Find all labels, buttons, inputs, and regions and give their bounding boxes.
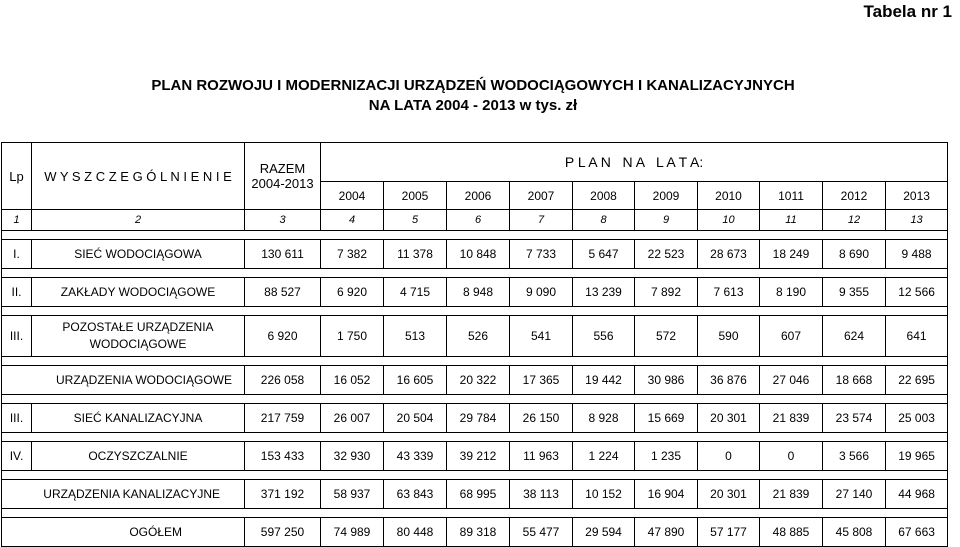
subtotal-row-sewage (2, 480, 948, 509)
column-index: 4 (321, 210, 384, 231)
row-total: 217 759 (245, 404, 321, 433)
title-line-2: NA LATA 2004 - 2013 w tys. zł (368, 97, 578, 114)
cell-value: 556 (573, 316, 635, 357)
column-index: 5 (384, 210, 447, 231)
cell-value: 7 382 (321, 240, 384, 269)
col-header-total (245, 143, 321, 210)
cell-value: 513 (384, 316, 447, 357)
col-header-lp: Lp (2, 143, 32, 210)
row-total: 6 920 (245, 316, 321, 357)
table-row (2, 240, 948, 269)
column-index: 7 (510, 210, 573, 231)
cell-value: 18 668 (823, 366, 886, 395)
cell-value: 5 647 (573, 240, 635, 269)
cell-value: 89 318 (447, 518, 510, 547)
cell-value: 572 (635, 316, 698, 357)
year-header: 2007 (510, 182, 573, 210)
column-index: 13 (886, 210, 948, 231)
cell-value: 30 986 (635, 366, 698, 395)
row-name: OGÓŁEM (2, 518, 245, 547)
cell-value: 20 301 (698, 404, 760, 433)
cell-value: 541 (510, 316, 573, 357)
cell-value: 22 695 (886, 366, 948, 395)
cell-value: 74 989 (321, 518, 384, 547)
year-header: 2013 (886, 182, 948, 210)
table-row (2, 442, 948, 471)
col-header-description: W Y S Z C Z E G Ó L N I E N I E (32, 143, 245, 210)
cell-value: 47 890 (635, 518, 698, 547)
year-header: 1011 (760, 182, 823, 210)
row-name: ZAKŁADY WODOCIĄGOWE (32, 278, 245, 307)
cell-value: 1 235 (635, 442, 698, 471)
cell-value: 36 876 (698, 366, 760, 395)
cell-value: 20 301 (698, 480, 760, 509)
cell-value: 29 784 (447, 404, 510, 433)
column-index: 11 (760, 210, 823, 231)
header-row (2, 143, 948, 182)
cell-value: 23 574 (823, 404, 886, 433)
cell-value: 590 (698, 316, 760, 357)
cell-value: 526 (447, 316, 510, 357)
row-name-line-2: WODOCIĄGOWE (89, 337, 187, 351)
column-index: 12 (823, 210, 886, 231)
table-row (2, 278, 948, 307)
row-total: 153 433 (245, 442, 321, 471)
row-number: II. (2, 278, 32, 307)
grand-total-row (2, 518, 948, 547)
year-header: 2012 (823, 182, 886, 210)
cell-value: 38 113 (510, 480, 573, 509)
cell-value: 26 150 (510, 404, 573, 433)
year-header: 2004 (321, 182, 384, 210)
cell-value: 8 690 (823, 240, 886, 269)
col-header-plan: P L A N N A L A T A: (321, 143, 948, 182)
year-header: 2008 (573, 182, 635, 210)
cell-value: 29 594 (573, 518, 635, 547)
cell-value: 32 930 (321, 442, 384, 471)
cell-value: 58 937 (321, 480, 384, 509)
row-name-line-1: POZOSTAŁE URZĄDZENIA (62, 320, 214, 334)
cell-value: 1 750 (321, 316, 384, 357)
cell-value: 1 224 (573, 442, 635, 471)
row-name: SIEĆ WODOCIĄGOWA (32, 240, 245, 269)
cell-value: 3 566 (823, 442, 886, 471)
cell-value: 26 007 (321, 404, 384, 433)
cell-value: 0 (698, 442, 760, 471)
row-name: URZĄDZENIA KANALIZACYJNE (2, 480, 245, 509)
cell-value: 10 848 (447, 240, 510, 269)
cell-value: 607 (760, 316, 823, 357)
total-label: RAZEM (259, 161, 306, 176)
cell-value: 28 673 (698, 240, 760, 269)
row-total: 88 527 (245, 278, 321, 307)
row-number: III. (2, 404, 32, 433)
cell-value: 21 839 (760, 404, 823, 433)
cell-value: 17 365 (510, 366, 573, 395)
row-total: 371 192 (245, 480, 321, 509)
table-row (2, 316, 948, 357)
cell-value: 45 808 (823, 518, 886, 547)
row-name: URZĄDZENIA WODOCIĄGOWE (2, 366, 245, 395)
cell-value: 55 477 (510, 518, 573, 547)
cell-value: 624 (823, 316, 886, 357)
cell-value: 12 566 (886, 278, 948, 307)
total-years: 2004-2013 (251, 176, 314, 191)
year-header: 2010 (698, 182, 760, 210)
row-number: IV. (2, 442, 32, 471)
cell-value: 80 448 (384, 518, 447, 547)
cell-value: 27 046 (760, 366, 823, 395)
investment-plan-table (1, 142, 948, 547)
column-index: 6 (447, 210, 510, 231)
column-index: 1 (2, 210, 32, 231)
row-name: OCZYSZCZALNIE (32, 442, 245, 471)
cell-value: 16 052 (321, 366, 384, 395)
column-index: 10 (698, 210, 760, 231)
cell-value: 22 523 (635, 240, 698, 269)
cell-value: 10 152 (573, 480, 635, 509)
cell-value: 67 663 (886, 518, 948, 547)
row-total: 130 611 (245, 240, 321, 269)
cell-value: 9 488 (886, 240, 948, 269)
cell-value: 0 (760, 442, 823, 471)
column-index: 9 (635, 210, 698, 231)
cell-value: 57 177 (698, 518, 760, 547)
cell-value: 20 504 (384, 404, 447, 433)
column-index-row (2, 210, 948, 231)
row-name (32, 316, 245, 357)
column-index: 8 (573, 210, 635, 231)
cell-value: 7 892 (635, 278, 698, 307)
cell-value: 16 904 (635, 480, 698, 509)
cell-value: 68 995 (447, 480, 510, 509)
year-header: 2009 (635, 182, 698, 210)
cell-value: 15 669 (635, 404, 698, 433)
document-title (0, 76, 946, 116)
cell-value: 4 715 (384, 278, 447, 307)
cell-value: 11 963 (510, 442, 573, 471)
cell-value: 8 928 (573, 404, 635, 433)
cell-value: 9 090 (510, 278, 573, 307)
cell-value: 21 839 (760, 480, 823, 509)
cell-value: 6 920 (321, 278, 384, 307)
cell-value: 641 (886, 316, 948, 357)
cell-value: 9 355 (823, 278, 886, 307)
column-index: 2 (32, 210, 245, 231)
row-number: I. (2, 240, 32, 269)
year-header: 2006 (447, 182, 510, 210)
cell-value: 27 140 (823, 480, 886, 509)
cell-value: 48 885 (760, 518, 823, 547)
year-header: 2005 (384, 182, 447, 210)
title-line-1: PLAN ROZWOJU I MODERNIZACJI URZĄDZEŃ WODOCIĄGOWYCH I KANALIZACYJNYCH (151, 77, 795, 94)
cell-value: 8 948 (447, 278, 510, 307)
column-index: 3 (245, 210, 321, 231)
cell-value: 18 249 (760, 240, 823, 269)
row-total: 597 250 (245, 518, 321, 547)
cell-value: 11 378 (384, 240, 447, 269)
cell-value: 7 613 (698, 278, 760, 307)
cell-value: 20 322 (447, 366, 510, 395)
cell-value: 13 239 (573, 278, 635, 307)
cell-value: 19 442 (573, 366, 635, 395)
cell-value: 39 212 (447, 442, 510, 471)
subtotal-row-water (2, 366, 948, 395)
cell-value: 44 968 (886, 480, 948, 509)
cell-value: 16 605 (384, 366, 447, 395)
table-row (2, 404, 948, 433)
cell-value: 63 843 (384, 480, 447, 509)
cell-value: 8 190 (760, 278, 823, 307)
cell-value: 19 965 (886, 442, 948, 471)
row-number: III. (2, 316, 32, 357)
table-number-label: Tabela nr 1 (863, 2, 952, 21)
row-name: SIEĆ KANALIZACYJNA (32, 404, 245, 433)
row-total: 226 058 (245, 366, 321, 395)
cell-value: 25 003 (886, 404, 948, 433)
cell-value: 7 733 (510, 240, 573, 269)
cell-value: 43 339 (384, 442, 447, 471)
